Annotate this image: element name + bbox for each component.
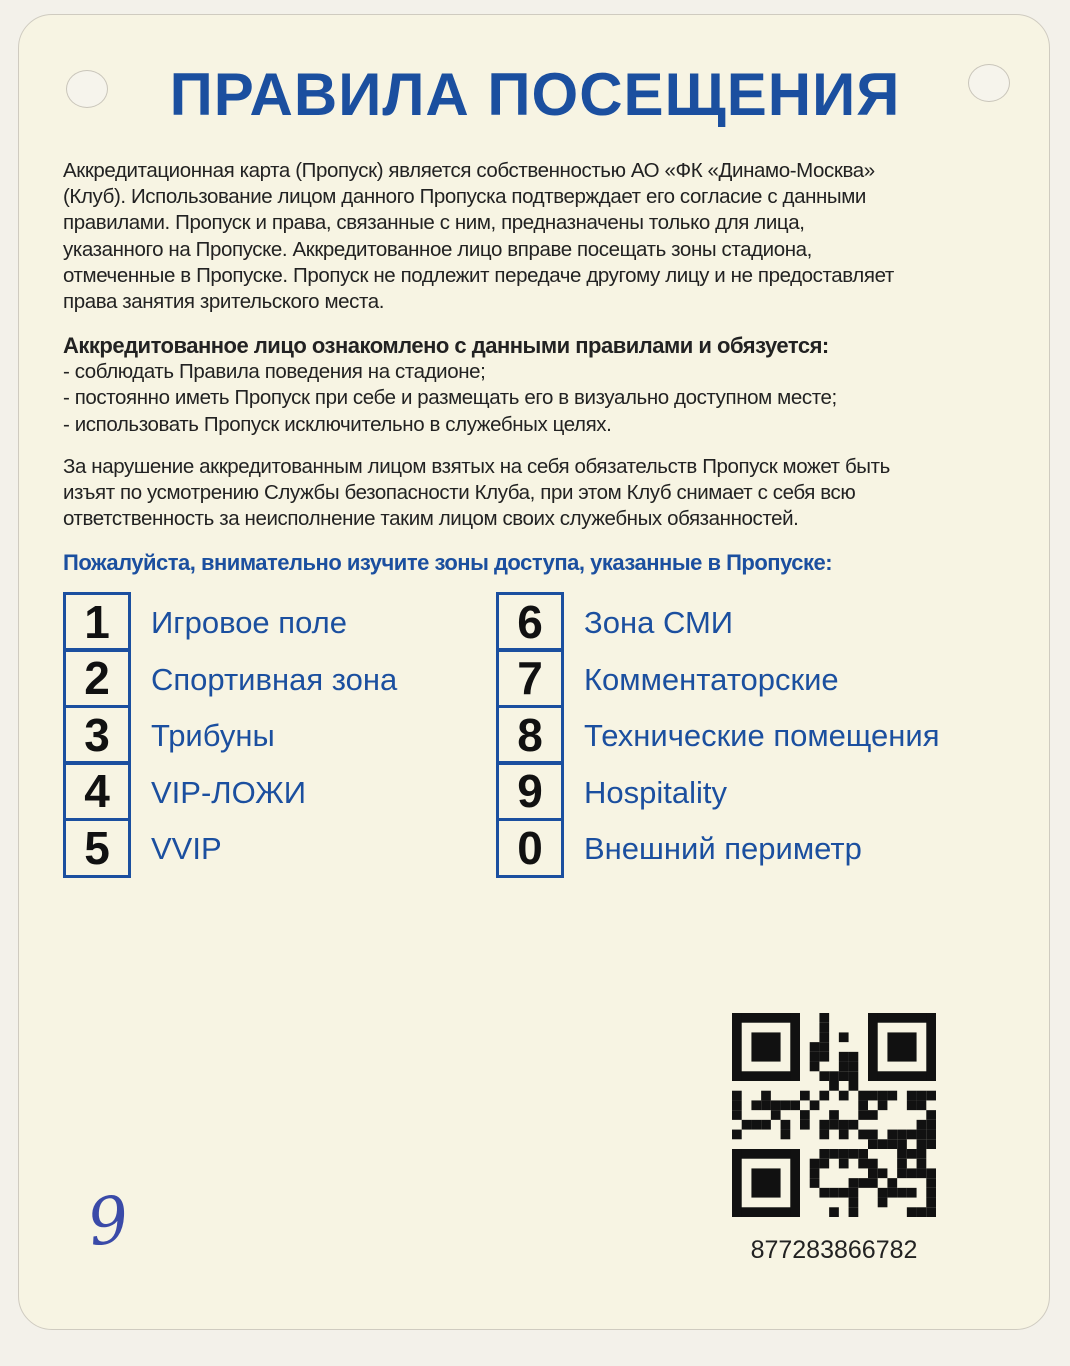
qr-module (926, 1110, 936, 1120)
qr-module (926, 1091, 936, 1101)
obligation-item: - использовать Пропуск исключительно в служебных целях. (63, 412, 612, 436)
qr-module (839, 1188, 849, 1198)
qr-code (732, 1013, 936, 1217)
qr-module (839, 1062, 849, 1072)
qr-module (849, 1052, 859, 1062)
intro-paragraph (63, 158, 894, 315)
qr-module (829, 1207, 839, 1217)
page-title: ПРАВИЛА ПОСЕЩЕНИЯ (169, 61, 901, 128)
qr-module (849, 1120, 859, 1130)
zone-number-box: 2 (63, 648, 131, 708)
qr-module (878, 1198, 888, 1208)
qr-module (771, 1110, 781, 1120)
zone-label: Внешний периметр (584, 831, 862, 866)
qr-module (800, 1091, 810, 1101)
zone-label: VVIP (151, 831, 222, 866)
qr-module (839, 1120, 849, 1130)
obligations-section (63, 333, 837, 438)
text-line: правилами. Пропуск и права, связанные с ним, предназначены только для лица, (63, 211, 805, 235)
qr-finder (732, 1207, 800, 1217)
qr-module (926, 1207, 936, 1217)
zones-heading: Пожалуйста, внимательно изучите зоны доступа, указанные в Пропуске: (63, 550, 833, 575)
qr-module (926, 1139, 936, 1149)
zone-item (496, 652, 839, 708)
qr-module (878, 1139, 888, 1149)
qr-module (761, 1120, 771, 1130)
qr-module (868, 1168, 878, 1178)
zone-label: Игровое поле (151, 605, 347, 640)
qr-module (849, 1178, 859, 1188)
qr-module (926, 1120, 936, 1130)
zone-item (63, 765, 306, 821)
qr-module (897, 1159, 907, 1169)
qr-module (810, 1178, 820, 1188)
qr-module (887, 1091, 897, 1101)
obligations-heading: Аккредитованное лицо ознакомлено с данными правилами и обязуется: (63, 333, 829, 358)
text-line: Аккредитационная карта (Пропуск) является собственностью АО «ФК «Динамо-Москва» (63, 159, 875, 182)
qr-module (926, 1168, 936, 1178)
qr-module (819, 1042, 829, 1052)
qr-finder (732, 1013, 742, 1081)
zone-number-box: 5 (63, 818, 131, 878)
qr-module (926, 1198, 936, 1208)
qr-module (829, 1071, 839, 1081)
qr-finder (751, 1168, 780, 1197)
qr-module (849, 1071, 859, 1081)
qr-module (907, 1149, 917, 1159)
zone-number-box: 1 (63, 592, 131, 652)
qr-module (819, 1091, 829, 1101)
qr-module (781, 1130, 791, 1140)
qr-module (819, 1023, 829, 1033)
qr-module (887, 1139, 897, 1149)
qr-module (907, 1168, 917, 1178)
qr-module (849, 1149, 859, 1159)
qr-module (761, 1091, 771, 1101)
zone-label: Технические помещения (584, 718, 940, 753)
qr-module (878, 1188, 888, 1198)
zone-label: Спортивная зона (151, 661, 398, 697)
qr-module (917, 1159, 927, 1169)
qr-module (878, 1168, 888, 1178)
qr-module (868, 1110, 878, 1120)
qr-module (868, 1159, 878, 1169)
qr-module (917, 1149, 927, 1159)
zone-item (63, 708, 275, 764)
qr-module (732, 1100, 742, 1110)
qr-module (732, 1130, 742, 1140)
handwritten-mark: 9 (83, 1182, 134, 1262)
qr-finder (868, 1013, 936, 1023)
qr-module (917, 1130, 927, 1140)
qr-module (829, 1110, 839, 1120)
qr-module (771, 1100, 781, 1110)
qr-module (858, 1178, 868, 1188)
qr-module (858, 1130, 868, 1140)
qr-module (839, 1149, 849, 1159)
zone-number-box: 4 (63, 761, 131, 821)
qr-module (926, 1178, 936, 1188)
qr-finder (868, 1071, 936, 1081)
qr-module (868, 1130, 878, 1140)
qr-module (926, 1130, 936, 1140)
text-line: права занятия зрительского места. (63, 290, 385, 314)
qr-module (829, 1120, 839, 1130)
text-line: За нарушение аккредитованным лицом взятых на себя обязательств Пропуск может быть (63, 455, 890, 478)
qr-module (849, 1198, 859, 1208)
qr-module (849, 1188, 859, 1198)
qr-finder (751, 1032, 780, 1061)
qr-finder (887, 1032, 916, 1061)
qr-finder (926, 1013, 936, 1081)
zone-item (496, 708, 940, 764)
zone-item (63, 595, 347, 651)
qr-module (858, 1100, 868, 1110)
qr-module (829, 1081, 839, 1091)
qr-module (887, 1130, 897, 1140)
qr-module (751, 1100, 761, 1110)
qr-module (897, 1139, 907, 1149)
qr-module (897, 1188, 907, 1198)
qr-module (839, 1052, 849, 1062)
qr-module (839, 1071, 849, 1081)
zone-label: VIP-ЛОЖИ (151, 774, 306, 810)
qr-module (819, 1159, 829, 1169)
qr-module (917, 1100, 927, 1110)
text-line: указанного на Пропуске. Аккредитованное лицо вправе посещать зоны стадиона, (63, 237, 812, 261)
zone-label: Зона СМИ (584, 605, 734, 640)
qr-module (839, 1091, 849, 1101)
qr-module (917, 1207, 927, 1217)
zone-item (63, 821, 222, 877)
qr-module (819, 1013, 829, 1023)
qr-module (819, 1120, 829, 1130)
qr-module (878, 1091, 888, 1101)
qr-module (810, 1159, 820, 1169)
qr-module (907, 1207, 917, 1217)
qr-module (829, 1149, 839, 1159)
qr-module (917, 1168, 927, 1178)
zone-item (496, 821, 862, 877)
zone-label: Комментаторские (584, 661, 839, 697)
qr-module (926, 1188, 936, 1198)
qr-module (849, 1081, 859, 1091)
zone-number-box: 7 (496, 648, 564, 708)
qr-module (887, 1188, 897, 1198)
qr-finder (790, 1149, 800, 1217)
zone-number-box: 9 (496, 761, 564, 821)
qr-module (819, 1032, 829, 1042)
qr-module (858, 1149, 868, 1159)
qr-module (829, 1188, 839, 1198)
qr-finder (732, 1149, 800, 1159)
qr-module (810, 1052, 820, 1062)
qr-module (858, 1110, 868, 1120)
qr-module (839, 1032, 849, 1042)
qr-module (781, 1120, 791, 1130)
qr-finder (790, 1013, 800, 1081)
qr-module (732, 1091, 742, 1101)
qr-module (819, 1188, 829, 1198)
zone-number-box: 3 (63, 705, 131, 765)
zone-number-box: 8 (496, 705, 564, 765)
qr-module (887, 1178, 897, 1188)
qr-finder (732, 1149, 742, 1217)
qr-module (810, 1100, 820, 1110)
qr-module (839, 1159, 849, 1169)
qr-module (858, 1159, 868, 1169)
qr-module (790, 1100, 800, 1110)
zone-number-box: 0 (496, 818, 564, 878)
qr-module (917, 1139, 927, 1149)
obligation-item: - постоянно иметь Пропуск при себе и размещать его в визуально доступном месте; (63, 386, 837, 410)
zone-label: Трибуны (151, 718, 275, 753)
qr-module (917, 1091, 927, 1101)
qr-module (819, 1149, 829, 1159)
qr-module (917, 1120, 927, 1130)
qr-module (849, 1062, 859, 1072)
qr-module (907, 1091, 917, 1101)
qr-module (800, 1120, 810, 1130)
qr-module (868, 1178, 878, 1188)
qr-module (819, 1052, 829, 1062)
qr-module (868, 1139, 878, 1149)
violation-paragraph (63, 454, 890, 533)
text-line: (Клуб). Использование лицом данного Пропуска подтверждает его согласие с данными (63, 185, 866, 209)
qr-module (907, 1130, 917, 1140)
text-line: ответственность за неисполнение таким лицом своих служебных обязанностей. (63, 507, 799, 531)
zone-number-box: 6 (496, 592, 564, 652)
zone-item (496, 595, 733, 651)
qr-module (800, 1110, 810, 1120)
qr-module (781, 1100, 791, 1110)
qr-module (897, 1168, 907, 1178)
qr-module (810, 1042, 820, 1052)
qr-module (897, 1149, 907, 1159)
qr-module (819, 1130, 829, 1140)
qr-finder (868, 1013, 878, 1081)
qr-module (868, 1091, 878, 1101)
qr-module (819, 1071, 829, 1081)
qr-finder (732, 1071, 800, 1081)
qr-module (849, 1207, 859, 1217)
obligation-item: - соблюдать Правила поведения на стадионе; (63, 360, 486, 384)
zone-item (496, 765, 727, 821)
qr-module (761, 1100, 771, 1110)
qr-module (839, 1130, 849, 1140)
zone-item (63, 652, 397, 708)
qr-finder (732, 1013, 800, 1023)
qr-module (810, 1062, 820, 1072)
text-line: отмеченные в Пропуске. Пропуск не подлежит передаче другому лицу и не предоставляет (63, 263, 894, 287)
qr-module (751, 1120, 761, 1130)
qr-module (897, 1130, 907, 1140)
qr-module (878, 1100, 888, 1110)
qr-module (907, 1188, 917, 1198)
zone-label: Hospitality (584, 774, 727, 810)
qr-module (732, 1110, 742, 1120)
text-line: изъят по усмотрению Службы безопасности Клуба, при этом Клуб снимает с себя всю (63, 481, 856, 505)
qr-module (810, 1168, 820, 1178)
barcode-number: 877283866782 (750, 1236, 918, 1264)
qr-module (907, 1100, 917, 1110)
qr-module (742, 1120, 752, 1130)
qr-module (858, 1091, 868, 1101)
